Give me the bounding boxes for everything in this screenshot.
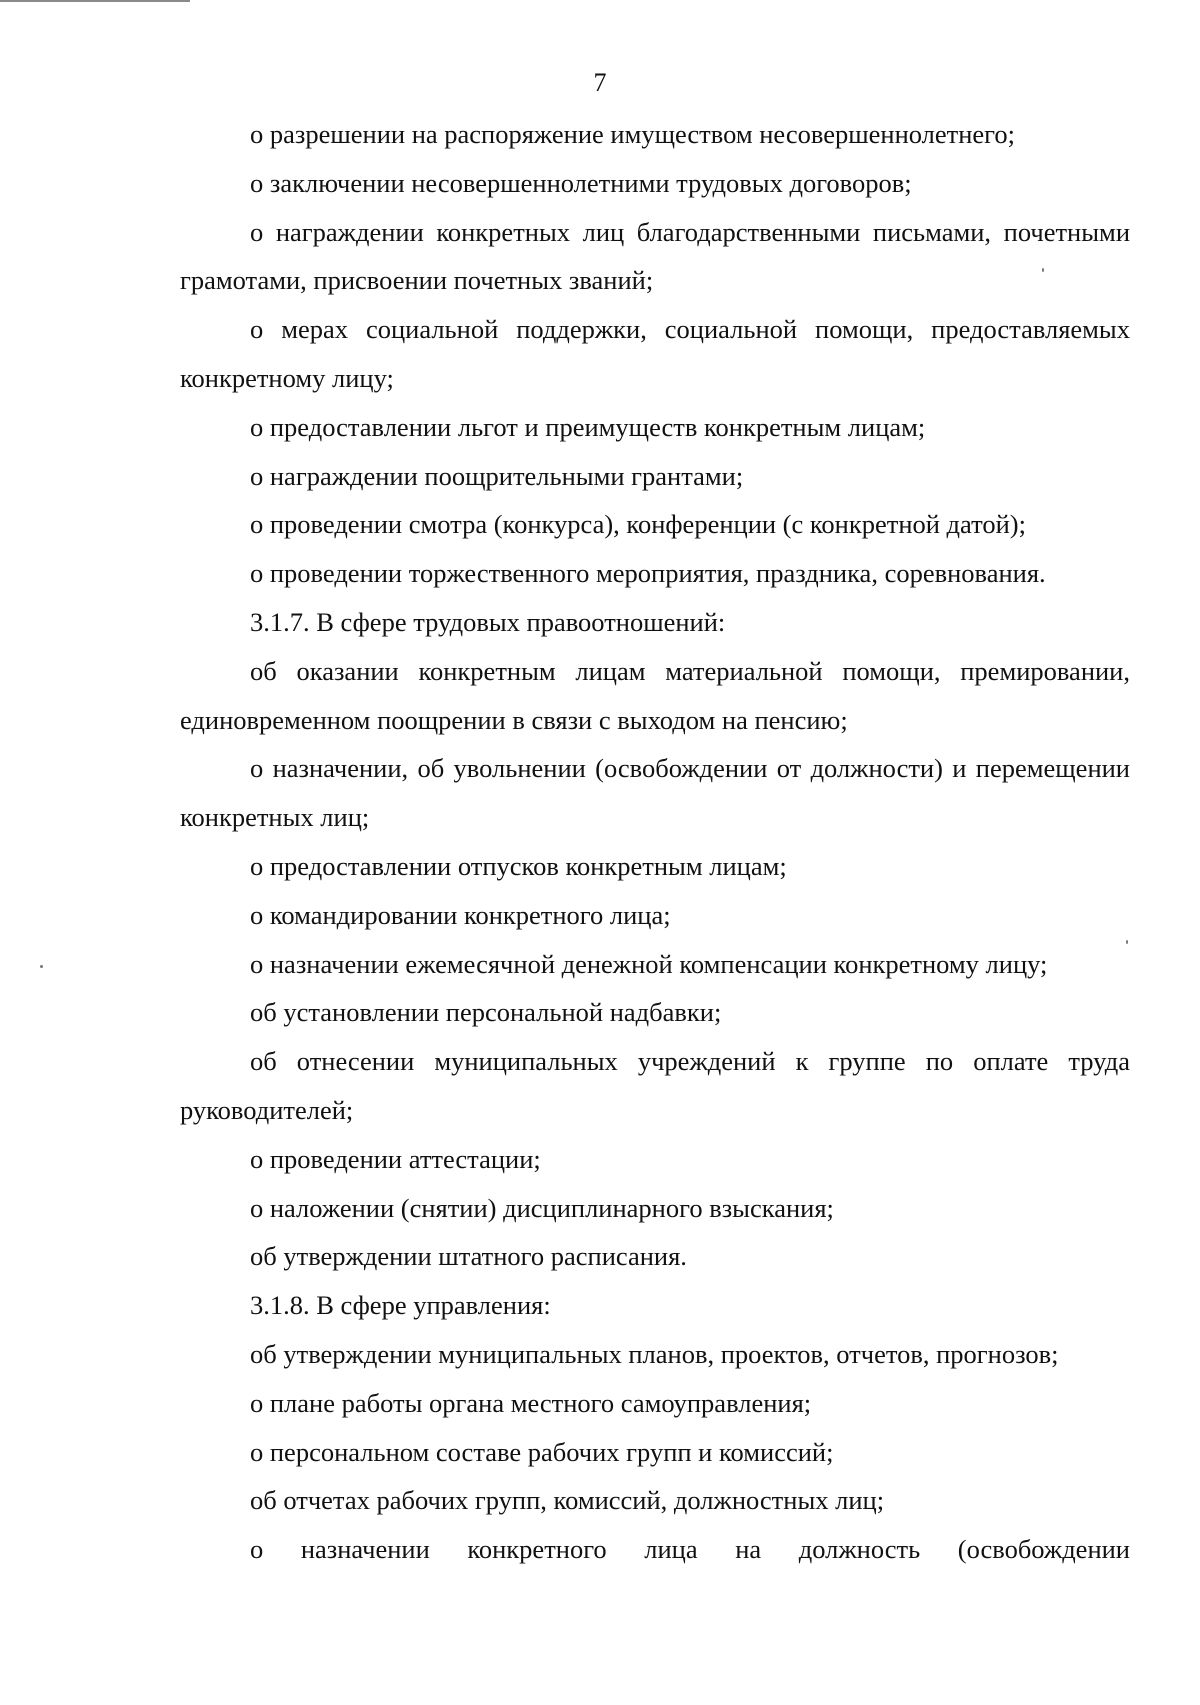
paragraph: об отчетах рабочих групп, комиссий, должностных лиц; [250,1485,885,1516]
paragraph: о заключении несовершеннолетними трудовых договоров; [250,167,912,198]
paragraph: об отнесении муниципальных учреждений к группе по оплате труда руководителей; [180,1046,1130,1125]
paragraph: о разрешении на распоряжение имуществом несовершеннолетнего; [250,119,1015,149]
page-number: 7 [593,68,607,97]
paragraph: о проведении торжественного мероприятия, праздника, соревнования. [250,558,1046,589]
paragraph: о персональном составе рабочих групп и комиссий; [250,1436,834,1467]
paragraph: о награждении поощрительными грантами; [250,460,744,491]
paragraph: об установлении персональной надбавки; [250,997,722,1028]
paragraph: о предоставлении отпусков конкретным лицам; [250,850,787,881]
paragraph: 3.1.8. В сфере управления: [250,1290,551,1321]
document-body [180,110,1130,1574]
paragraph: о назначении конкретного лица на должность (освобождении [250,1534,1130,1565]
paragraph: о плане работы органа местного самоуправления; [250,1387,812,1418]
paragraph: об утверждении муниципальных планов, проектов, отчетов, прогнозов; [250,1338,1059,1369]
scan-speck [40,965,43,968]
scan-speck [1126,940,1128,944]
paragraph: о награждении конкретных лиц благодарственными письмами, почетными грамотами, присвоении почетных званий; [180,216,1130,296]
paragraph: об оказании конкретным лицам материальной помощи, премировании, единовременном поощрении в связи с выходом на пенсию; [180,655,1130,735]
scan-edge-line [0,0,190,2]
paragraph: о назначении, об увольнении (освобождении от должности) и перемещении конкретных лиц; [180,753,1130,833]
paragraph: о наложении (снятии) дисциплинарного взыскания; [250,1192,834,1223]
paragraph: о проведении аттестации; [250,1143,541,1174]
paragraph: о назначении ежемесячной денежной компенсации конкретному лицу; [250,948,1048,979]
paragraph: 3.1.7. В сфере трудовых правоотношений: [250,606,726,637]
paragraph: о проведении смотра (конкурса), конференции (с конкретной датой); [250,509,1026,540]
scan-speck [1042,268,1044,272]
paragraph: о предоставлении льгот и преимуществ конкретным лицам; [250,411,926,442]
paragraph: об утверждении штатного расписания. [250,1241,687,1272]
paragraph: о мерах социальной поддержки, социальной помощи, предоставляемых конкретному лицу; [180,314,1130,393]
paragraph: о командировании конкретного лица; [250,899,671,930]
